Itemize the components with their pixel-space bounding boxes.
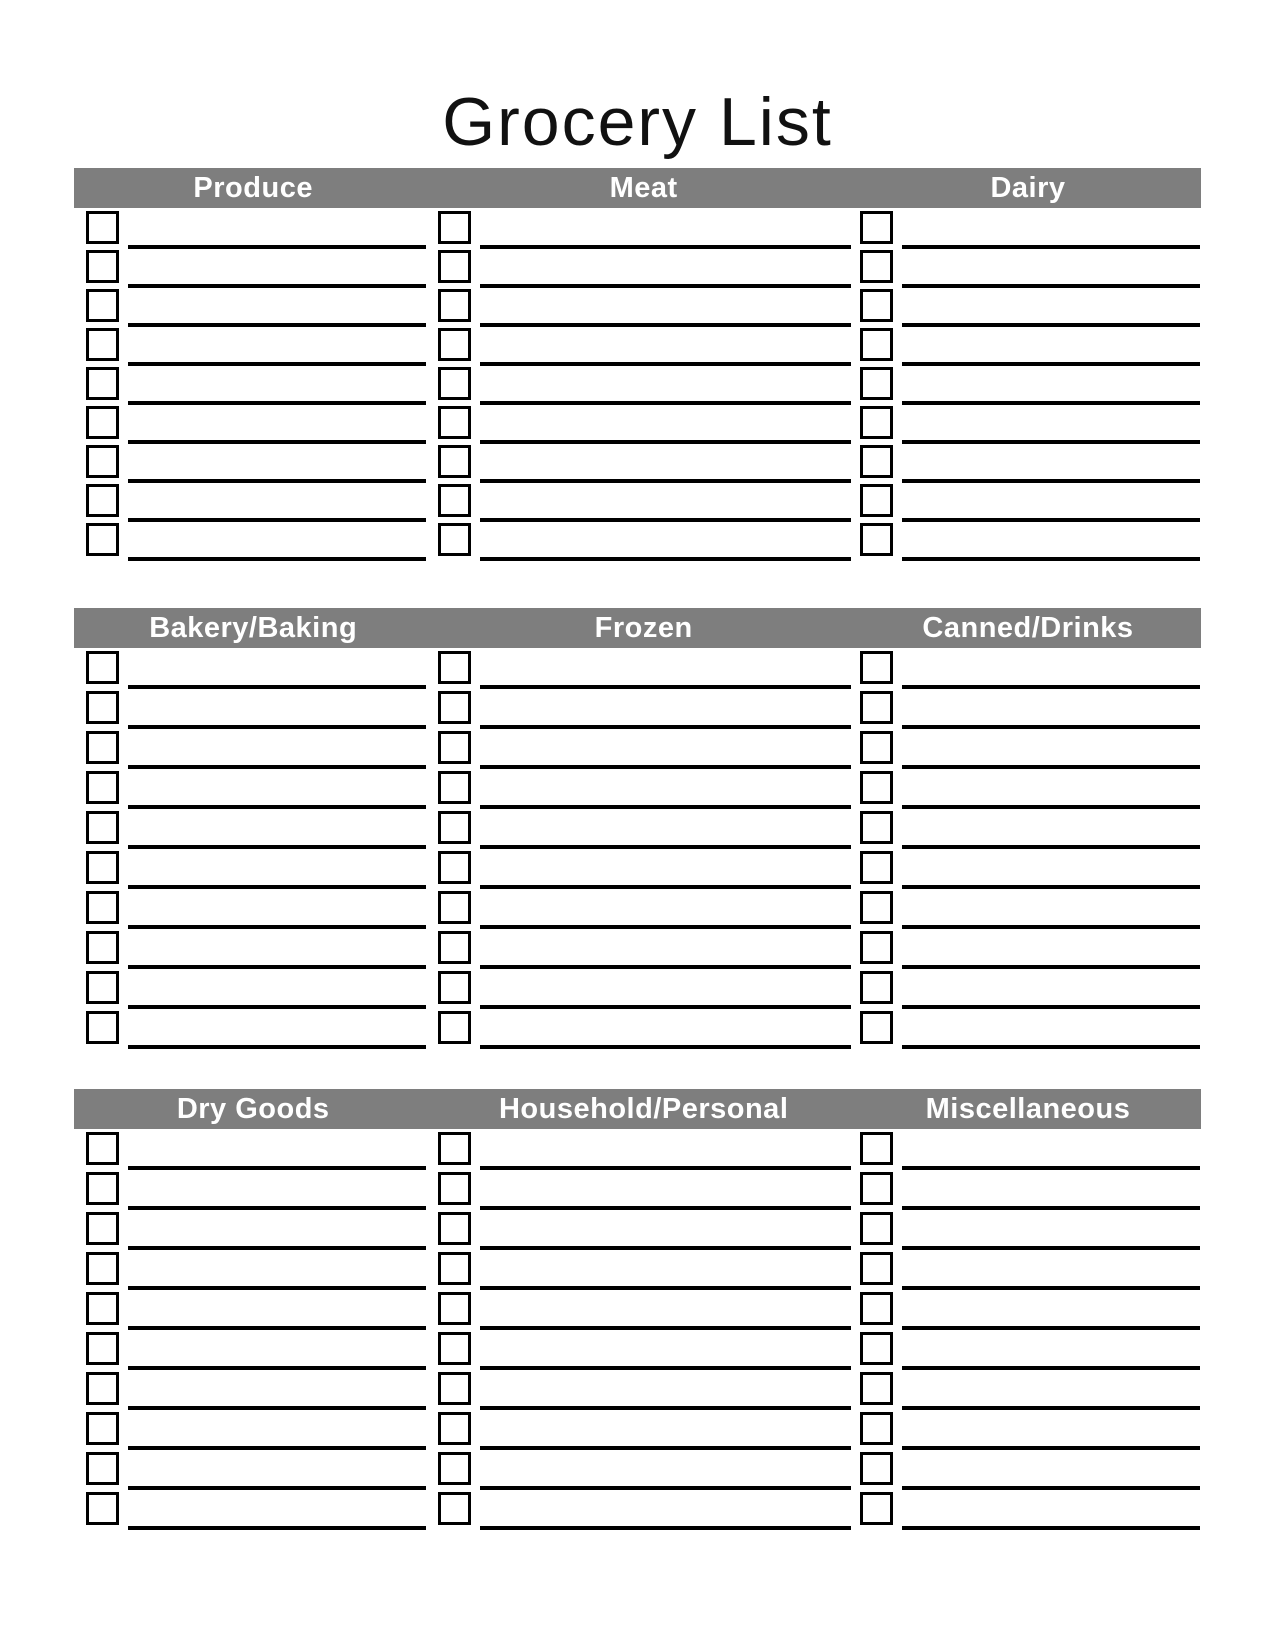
checklist-row	[432, 771, 855, 811]
item-entry-line[interactable]	[480, 1246, 851, 1250]
item-entry-line[interactable]	[480, 1486, 851, 1490]
checkbox[interactable]	[860, 1212, 893, 1245]
checklist-row	[855, 484, 1201, 523]
checklist-row	[432, 367, 855, 406]
checkbox[interactable]	[860, 1172, 893, 1205]
column-header-dry-goods: Dry Goods	[176, 1092, 330, 1125]
checklist-row	[74, 651, 432, 691]
column-canned-drinks	[855, 651, 1201, 1051]
checkbox[interactable]	[438, 1292, 471, 1325]
checklist-row	[432, 731, 855, 771]
checkbox[interactable]	[438, 1252, 471, 1285]
checkbox[interactable]	[860, 367, 893, 400]
item-entry-line[interactable]	[902, 845, 1200, 849]
item-entry-line[interactable]	[480, 725, 851, 729]
item-entry-line[interactable]	[480, 1206, 851, 1210]
checklist-row	[432, 211, 855, 250]
checklist-row	[432, 523, 855, 562]
checkbox[interactable]	[86, 1252, 119, 1285]
checklist-row	[432, 484, 855, 523]
item-entry-line[interactable]	[902, 965, 1200, 969]
checklist-row	[855, 1252, 1201, 1292]
checkbox[interactable]	[438, 1372, 471, 1405]
column-dairy	[855, 211, 1201, 562]
section-body	[74, 1129, 1201, 1532]
item-entry-line[interactable]	[480, 765, 851, 769]
checkbox[interactable]	[860, 1412, 893, 1445]
checklist-row	[855, 931, 1201, 971]
checkbox[interactable]	[86, 691, 119, 724]
item-entry-line[interactable]	[128, 685, 426, 689]
item-entry-line[interactable]	[902, 1446, 1200, 1450]
column-frozen	[432, 651, 855, 1051]
checklist-row	[74, 1172, 432, 1212]
checkbox[interactable]	[86, 523, 119, 556]
item-entry-line[interactable]	[480, 1326, 851, 1330]
checkbox[interactable]	[860, 328, 893, 361]
checkbox[interactable]	[86, 484, 119, 517]
column-bakery-baking	[74, 651, 432, 1051]
checklist-row	[855, 851, 1201, 891]
checklist-row	[855, 289, 1201, 328]
checkbox[interactable]	[86, 1372, 119, 1405]
column-header-miscellaneous: Miscellaneous	[925, 1092, 1131, 1125]
checklist-row	[432, 1212, 855, 1252]
checklist-row	[74, 523, 432, 562]
checklist-row	[855, 1132, 1201, 1172]
checkbox[interactable]	[438, 931, 471, 964]
checklist-row	[432, 1172, 855, 1212]
checkbox[interactable]	[86, 250, 119, 283]
item-entry-line[interactable]	[902, 323, 1200, 327]
checkbox[interactable]	[860, 891, 893, 924]
item-entry-line[interactable]	[128, 245, 426, 249]
section-header-bar	[74, 168, 1201, 208]
item-entry-line[interactable]	[128, 1166, 426, 1170]
checkbox[interactable]	[860, 651, 893, 684]
checkbox[interactable]	[438, 971, 471, 1004]
checklist-row	[74, 1372, 432, 1412]
checklist-row	[74, 289, 432, 328]
checklist-row	[432, 328, 855, 367]
item-entry-line[interactable]	[902, 1005, 1200, 1009]
checkbox[interactable]	[860, 1132, 893, 1165]
checkbox[interactable]	[438, 691, 471, 724]
checklist-row	[855, 771, 1201, 811]
checklist-row	[432, 445, 855, 484]
checkbox[interactable]	[438, 811, 471, 844]
item-entry-line[interactable]	[480, 557, 851, 561]
title-area	[0, 0, 1275, 168]
column-header-produce: Produce	[193, 171, 313, 204]
item-entry-line[interactable]	[128, 845, 426, 849]
item-entry-line[interactable]	[128, 479, 426, 483]
column-miscellaneous	[855, 1132, 1201, 1532]
column-header-frozen: Frozen	[594, 611, 693, 644]
checklist-row	[855, 891, 1201, 931]
checklist-row	[432, 1332, 855, 1372]
checklist-row	[855, 1412, 1201, 1452]
item-entry-line[interactable]	[480, 1446, 851, 1450]
item-entry-line[interactable]	[902, 1326, 1200, 1330]
checkbox[interactable]	[860, 811, 893, 844]
item-entry-line[interactable]	[902, 1206, 1200, 1210]
checklist-row	[855, 651, 1201, 691]
checklist-row	[74, 1452, 432, 1492]
checkbox[interactable]	[438, 1492, 471, 1525]
item-entry-line[interactable]	[902, 284, 1200, 288]
column-header-dairy: Dairy	[990, 171, 1066, 204]
item-entry-line[interactable]	[902, 440, 1200, 444]
item-entry-line[interactable]	[480, 805, 851, 809]
checklist-row	[74, 406, 432, 445]
checklist-row	[74, 250, 432, 289]
checkbox[interactable]	[860, 250, 893, 283]
item-entry-line[interactable]	[480, 1045, 851, 1049]
checkbox[interactable]	[86, 445, 119, 478]
checkbox[interactable]	[86, 1492, 119, 1525]
item-entry-line[interactable]	[480, 518, 851, 522]
column-header-meat: Meat	[609, 171, 678, 204]
item-entry-line[interactable]	[902, 725, 1200, 729]
section-produce-meat-dairy	[74, 168, 1201, 562]
checkbox[interactable]	[86, 289, 119, 322]
column-header-canned-drinks: Canned/Drinks	[922, 611, 1134, 644]
item-entry-line[interactable]	[902, 1366, 1200, 1370]
checkbox[interactable]	[438, 1011, 471, 1044]
checklist-row	[432, 811, 855, 851]
checklist-row	[74, 1212, 432, 1252]
item-entry-line[interactable]	[902, 805, 1200, 809]
item-entry-line[interactable]	[480, 685, 851, 689]
item-entry-line[interactable]	[128, 362, 426, 366]
checkbox[interactable]	[860, 523, 893, 556]
checkbox[interactable]	[860, 1492, 893, 1525]
checkbox[interactable]	[86, 931, 119, 964]
checkbox[interactable]	[438, 250, 471, 283]
checkbox[interactable]	[438, 771, 471, 804]
checklist-row	[855, 691, 1201, 731]
checklist-row	[432, 931, 855, 971]
checklist-row	[432, 891, 855, 931]
checklist-row	[74, 445, 432, 484]
column-meat	[432, 211, 855, 562]
item-entry-line[interactable]	[902, 765, 1200, 769]
checkbox[interactable]	[860, 931, 893, 964]
item-entry-line[interactable]	[902, 1045, 1200, 1049]
checklist-row	[855, 1372, 1201, 1412]
section-body	[74, 208, 1201, 562]
item-entry-line[interactable]	[480, 1526, 851, 1530]
checkbox[interactable]	[438, 211, 471, 244]
checkbox[interactable]	[860, 1332, 893, 1365]
item-entry-line[interactable]	[902, 1406, 1200, 1410]
item-entry-line[interactable]	[902, 1286, 1200, 1290]
checkbox[interactable]	[860, 1292, 893, 1325]
item-entry-line[interactable]	[902, 1246, 1200, 1250]
item-entry-line[interactable]	[128, 1486, 426, 1490]
item-entry-line[interactable]	[480, 440, 851, 444]
checkbox[interactable]	[86, 1332, 119, 1365]
item-entry-line[interactable]	[128, 323, 426, 327]
item-entry-line[interactable]	[480, 362, 851, 366]
item-entry-line[interactable]	[902, 685, 1200, 689]
checklist-row	[74, 1492, 432, 1532]
checklist-row	[432, 289, 855, 328]
item-entry-line[interactable]	[480, 925, 851, 929]
checklist-row	[432, 851, 855, 891]
item-entry-line[interactable]	[128, 1206, 426, 1210]
item-entry-line[interactable]	[128, 440, 426, 444]
checkbox[interactable]	[86, 367, 119, 400]
item-entry-line[interactable]	[902, 1526, 1200, 1530]
item-entry-line[interactable]	[128, 557, 426, 561]
checklist-row	[855, 731, 1201, 771]
checklist-row	[74, 771, 432, 811]
checklist-row	[855, 1492, 1201, 1532]
column-household-personal	[432, 1132, 855, 1532]
checkbox[interactable]	[438, 891, 471, 924]
checkbox[interactable]	[86, 971, 119, 1004]
checkbox[interactable]	[438, 328, 471, 361]
checkbox[interactable]	[438, 445, 471, 478]
checkbox[interactable]	[86, 1412, 119, 1445]
page-title: Grocery List	[442, 84, 833, 160]
checkbox[interactable]	[438, 1132, 471, 1165]
checklist-row	[855, 328, 1201, 367]
item-entry-line[interactable]	[128, 885, 426, 889]
checklist-row	[855, 211, 1201, 250]
checklist-row	[74, 1011, 432, 1051]
checkbox[interactable]	[438, 484, 471, 517]
checkbox[interactable]	[438, 1412, 471, 1445]
checklist-row	[432, 651, 855, 691]
checkbox[interactable]	[86, 1452, 119, 1485]
checklist-row	[74, 971, 432, 1011]
column-dry-goods	[74, 1132, 432, 1532]
checklist-row	[855, 250, 1201, 289]
checklist-row	[74, 1252, 432, 1292]
checkbox[interactable]	[438, 651, 471, 684]
item-entry-line[interactable]	[128, 1045, 426, 1049]
checklist-row	[855, 1172, 1201, 1212]
checklist-row	[74, 691, 432, 731]
item-entry-line[interactable]	[480, 245, 851, 249]
checkbox[interactable]	[86, 211, 119, 244]
checklist-row	[432, 1011, 855, 1051]
checkbox[interactable]	[860, 731, 893, 764]
checkbox[interactable]	[860, 484, 893, 517]
checklist-row	[74, 484, 432, 523]
checklist-row	[432, 1412, 855, 1452]
column-produce	[74, 211, 432, 562]
checklist-row	[432, 1292, 855, 1332]
item-entry-line[interactable]	[128, 1366, 426, 1370]
checklist-row	[855, 445, 1201, 484]
checkbox[interactable]	[86, 811, 119, 844]
item-entry-line[interactable]	[480, 1005, 851, 1009]
item-entry-line[interactable]	[902, 1486, 1200, 1490]
checklist-row	[855, 1011, 1201, 1051]
checklist-row	[432, 250, 855, 289]
section-body	[74, 648, 1201, 1051]
checklist-row	[855, 971, 1201, 1011]
checkbox[interactable]	[438, 1452, 471, 1485]
item-entry-line[interactable]	[902, 479, 1200, 483]
checklist-row	[74, 211, 432, 250]
checkbox[interactable]	[86, 328, 119, 361]
checklist-row	[74, 891, 432, 931]
item-entry-line[interactable]	[480, 1406, 851, 1410]
checklist-row	[74, 1132, 432, 1172]
checklist-row	[74, 851, 432, 891]
item-entry-line[interactable]	[902, 1166, 1200, 1170]
checkbox[interactable]	[860, 1452, 893, 1485]
checkbox[interactable]	[860, 691, 893, 724]
checkbox[interactable]	[438, 851, 471, 884]
item-entry-line[interactable]	[480, 965, 851, 969]
item-entry-line[interactable]	[128, 725, 426, 729]
checkbox[interactable]	[438, 1172, 471, 1205]
checklist-row	[432, 1252, 855, 1292]
checklist-row	[74, 931, 432, 971]
item-entry-line[interactable]	[128, 965, 426, 969]
checkbox[interactable]	[860, 971, 893, 1004]
item-entry-line[interactable]	[480, 885, 851, 889]
checklist-row	[74, 1412, 432, 1452]
checklist-row	[74, 1332, 432, 1372]
item-entry-line[interactable]	[128, 284, 426, 288]
checkbox[interactable]	[860, 851, 893, 884]
checklist-row	[855, 523, 1201, 562]
checklist-row	[855, 1332, 1201, 1372]
checklist-row	[432, 1132, 855, 1172]
checkbox[interactable]	[860, 771, 893, 804]
item-entry-line[interactable]	[902, 362, 1200, 366]
section-bakery-frozen-canned	[74, 608, 1201, 1051]
checklist-row	[432, 1492, 855, 1532]
item-entry-line[interactable]	[128, 1446, 426, 1450]
checklist-row	[74, 811, 432, 851]
item-entry-line[interactable]	[128, 805, 426, 809]
checkbox[interactable]	[860, 406, 893, 439]
checkbox[interactable]	[860, 1372, 893, 1405]
item-entry-line[interactable]	[902, 557, 1200, 561]
checklist-row	[855, 367, 1201, 406]
list-content	[74, 168, 1201, 1532]
checkbox[interactable]	[86, 1011, 119, 1044]
column-header-household-personal: Household/Personal	[498, 1092, 789, 1125]
checkbox[interactable]	[86, 1132, 119, 1165]
item-entry-line[interactable]	[128, 1326, 426, 1330]
item-entry-line[interactable]	[902, 245, 1200, 249]
item-entry-line[interactable]	[480, 1166, 851, 1170]
item-entry-line[interactable]	[128, 1406, 426, 1410]
checklist-row	[855, 406, 1201, 445]
section-header-bar	[74, 608, 1201, 648]
checklist-row	[74, 1292, 432, 1332]
checkbox[interactable]	[86, 771, 119, 804]
checkbox[interactable]	[860, 1252, 893, 1285]
section-header-bar	[74, 1089, 1201, 1129]
item-entry-line[interactable]	[128, 401, 426, 405]
checkbox[interactable]	[438, 1332, 471, 1365]
checklist-row	[432, 1372, 855, 1412]
checkbox[interactable]	[86, 1292, 119, 1325]
checklist-row	[855, 1452, 1201, 1492]
item-entry-line[interactable]	[128, 1526, 426, 1530]
item-entry-line[interactable]	[128, 765, 426, 769]
item-entry-line[interactable]	[902, 401, 1200, 405]
checkbox[interactable]	[86, 891, 119, 924]
checkbox[interactable]	[86, 1212, 119, 1245]
checkbox[interactable]	[860, 211, 893, 244]
checkbox[interactable]	[860, 1011, 893, 1044]
checkbox[interactable]	[860, 445, 893, 478]
checkbox[interactable]	[86, 406, 119, 439]
item-entry-line[interactable]	[902, 885, 1200, 889]
section-drygoods-household-misc	[74, 1089, 1201, 1532]
item-entry-line[interactable]	[128, 1005, 426, 1009]
item-entry-line[interactable]	[480, 845, 851, 849]
checkbox[interactable]	[438, 731, 471, 764]
item-entry-line[interactable]	[480, 1366, 851, 1370]
item-entry-line[interactable]	[128, 1246, 426, 1250]
item-entry-line[interactable]	[480, 401, 851, 405]
checklist-row	[74, 731, 432, 771]
checkbox[interactable]	[86, 731, 119, 764]
item-entry-line[interactable]	[480, 323, 851, 327]
item-entry-line[interactable]	[480, 284, 851, 288]
checkbox[interactable]	[86, 851, 119, 884]
checklist-row	[432, 406, 855, 445]
item-entry-line[interactable]	[480, 479, 851, 483]
checkbox[interactable]	[438, 523, 471, 556]
item-entry-line[interactable]	[128, 925, 426, 929]
checklist-row	[855, 1292, 1201, 1332]
item-entry-line[interactable]	[128, 1286, 426, 1290]
checklist-row	[855, 811, 1201, 851]
checkbox[interactable]	[86, 651, 119, 684]
checklist-row	[432, 971, 855, 1011]
checkbox[interactable]	[438, 1212, 471, 1245]
checklist-row	[74, 328, 432, 367]
column-header-bakery-baking: Bakery/Baking	[149, 611, 358, 644]
checkbox[interactable]	[438, 367, 471, 400]
checkbox[interactable]	[438, 406, 471, 439]
checkbox[interactable]	[860, 289, 893, 322]
checklist-row	[855, 1212, 1201, 1252]
checklist-row	[74, 367, 432, 406]
item-entry-line[interactable]	[480, 1286, 851, 1290]
checkbox[interactable]	[438, 289, 471, 322]
checklist-row	[432, 691, 855, 731]
item-entry-line[interactable]	[902, 518, 1200, 522]
item-entry-line[interactable]	[128, 518, 426, 522]
checklist-row	[432, 1452, 855, 1492]
checkbox[interactable]	[86, 1172, 119, 1205]
item-entry-line[interactable]	[902, 925, 1200, 929]
